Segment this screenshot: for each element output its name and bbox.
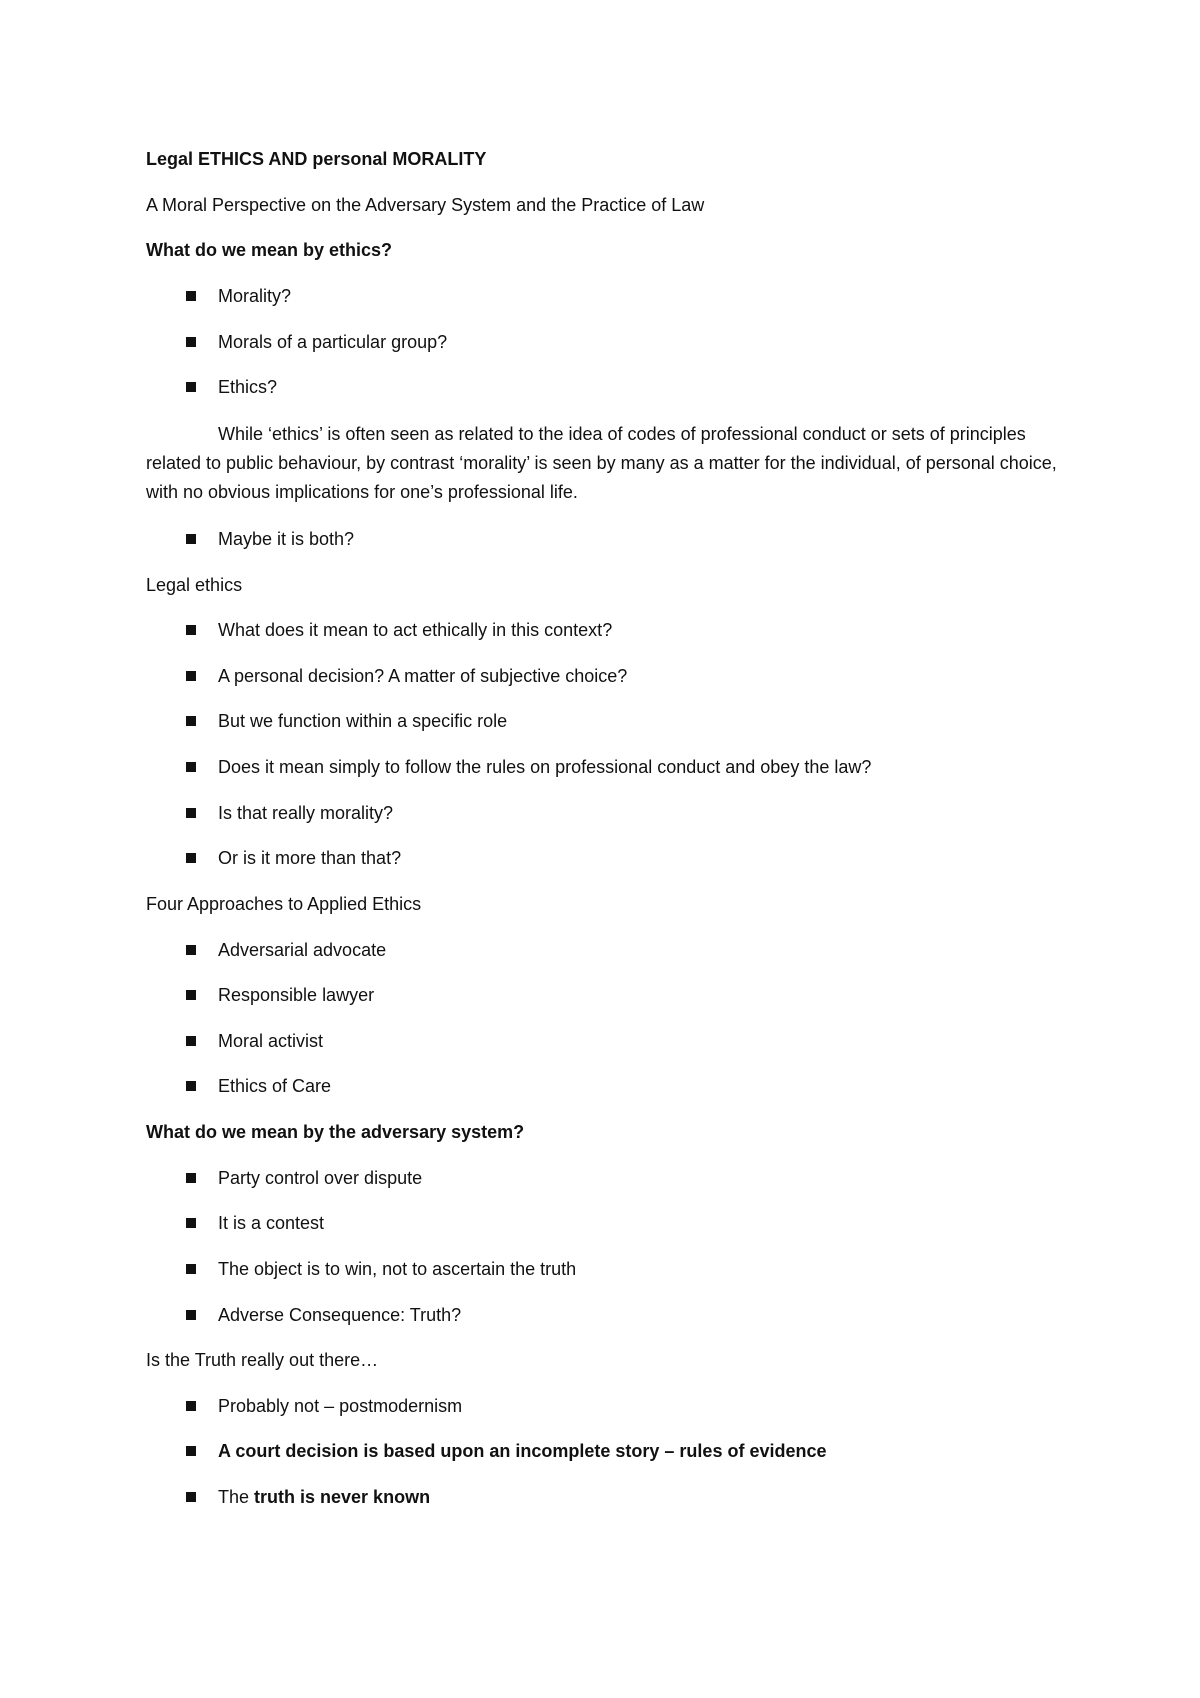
list-item-text: Morality? [218,286,292,306]
square-bullet-icon [186,671,196,681]
list-item [146,617,1066,644]
list-item-text: The object is to win, not to ascertain the truth [218,1259,577,1279]
square-bullet-icon [186,1446,196,1456]
list-item [146,982,1066,1009]
list-item [146,1438,1066,1465]
list-item [146,1302,1066,1329]
square-bullet-icon [186,382,196,392]
list-item [146,1256,1066,1283]
section-heading-legal-ethics: Legal ethics [146,575,243,595]
square-bullet-icon [186,990,196,1000]
list-item-text [218,1484,430,1511]
list-item-text: A court decision is based upon an incomplete story – rules of evidence [218,1441,827,1461]
list-item [146,283,1066,310]
square-bullet-icon [186,534,196,544]
square-bullet-icon [186,625,196,635]
list-item [146,754,1066,781]
list-item-text: A personal decision? A matter of subjective choice? [218,666,628,686]
list-item-text: Moral activist [218,1031,324,1051]
list-item [146,1165,1066,1192]
square-bullet-icon [186,945,196,955]
square-bullet-icon [186,291,196,301]
list-item [146,1484,1066,1511]
list-item-text: Or is it more than that? [218,848,402,868]
document-title: Legal ETHICS AND personal MORALITY [146,149,487,169]
list-item-text-plain: The [218,1487,255,1507]
list-item-text: What does it mean to act ethically in this context? [218,620,613,640]
square-bullet-icon [186,1173,196,1183]
list-item [146,937,1066,964]
list-item-text: Adversarial advocate [218,940,387,960]
list-item-text: Ethics? [218,377,278,397]
square-bullet-icon [186,1310,196,1320]
list-item [146,1210,1066,1237]
list-item [146,800,1066,827]
list-item [146,1028,1066,1055]
square-bullet-icon [186,337,196,347]
square-bullet-icon [186,1492,196,1502]
document-subtitle: A Moral Perspective on the Adversary System and the Practice of Law [146,195,705,215]
list-item-text: Party control over dispute [218,1168,423,1188]
list-item-text: Is that really morality? [218,803,394,823]
square-bullet-icon [186,853,196,863]
square-bullet-icon [186,1036,196,1046]
square-bullet-icon [186,1401,196,1411]
list-item-text: Adverse Consequence: Truth? [218,1305,462,1325]
list-item-text: Ethics of Care [218,1076,332,1096]
list-item [146,663,1066,690]
list-item-text: Responsible lawyer [218,985,375,1005]
square-bullet-icon [186,808,196,818]
section-heading-four-approaches: Four Approaches to Applied Ethics [146,894,422,914]
section-heading-ethics: What do we mean by ethics? [146,240,393,260]
list-item-text: Morals of a particular group? [218,332,448,352]
list-item-text: Maybe it is both? [218,529,355,549]
list-item-text-bold: truth is never known [254,1487,431,1507]
list-item-text: It is a contest [218,1213,325,1233]
list-item-text: Probably not – postmodernism [218,1396,463,1416]
square-bullet-icon [186,762,196,772]
square-bullet-icon [186,1081,196,1091]
list-item [146,845,1066,872]
body-paragraph: While ‘ethics’ is often seen as related to the idea of codes of professional conduct or sets of principles related to public behaviour, by contrast ‘morality’ is seen by many as a matter for the individual, of personal choice, with no obvious implications for one’s professional life. [146,424,1057,502]
square-bullet-icon [186,1264,196,1274]
square-bullet-icon [186,716,196,726]
section-heading-truth: Is the Truth really out there… [146,1350,379,1370]
list-item [146,526,1066,553]
square-bullet-icon [186,1218,196,1228]
section-heading-adversary-system: What do we mean by the adversary system? [146,1122,525,1142]
list-item [146,1073,1066,1100]
list-item-text: But we function within a specific role [218,711,508,731]
list-item [146,708,1066,735]
list-item [146,329,1066,356]
list-item [146,1393,1066,1420]
list-item-text: Does it mean simply to follow the rules on professional conduct and obey the law? [218,757,872,777]
list-item [146,374,1066,401]
